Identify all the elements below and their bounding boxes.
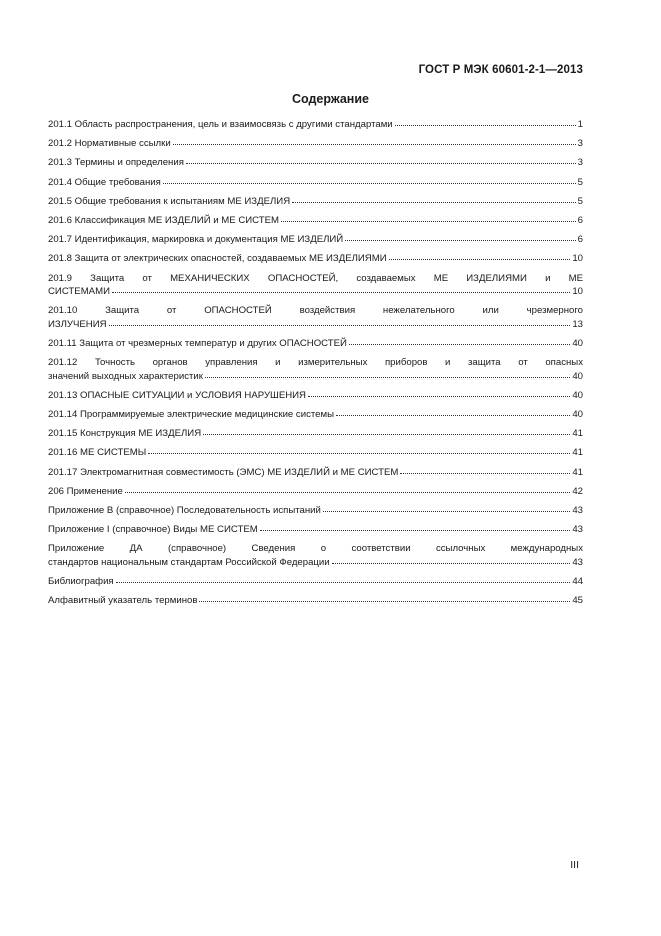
toc-entry-page: 43 xyxy=(572,556,583,568)
table-of-contents xyxy=(48,118,583,613)
dot-leader xyxy=(109,325,571,326)
toc-title: Содержание xyxy=(291,92,369,106)
toc-entry-title: Приложение В (справочное) Последовательность испытаний xyxy=(48,504,321,516)
dot-leader xyxy=(345,240,575,241)
toc-entry-title: 201.6 Классификация МЕ ИЗДЕЛИЙ и МЕ СИСТЕМ xyxy=(48,214,280,226)
toc-entry-title: 201.3 Термины и определения xyxy=(48,157,184,169)
toc-entry[interactable] xyxy=(48,304,583,331)
toc-entry-title: 201.16 МЕ СИСТЕМЫ xyxy=(48,447,147,459)
toc-entry-page: 45 xyxy=(572,595,583,607)
dot-leader xyxy=(336,415,570,416)
dot-leader xyxy=(112,292,570,293)
toc-entry-title: 201.4 Общие требования xyxy=(48,176,161,188)
toc-entry-title: 201.7 Идентификация, маркировка и документация МЕ ИЗДЕЛИЙ xyxy=(48,234,344,246)
dot-leader xyxy=(199,601,570,602)
toc-entry-page: 10 xyxy=(572,286,583,297)
toc-entry-page: 40 xyxy=(572,408,583,420)
toc-entry-page: 41 xyxy=(572,447,583,459)
toc-entry-page: 5 xyxy=(577,176,583,188)
toc-entry[interactable] xyxy=(48,446,583,460)
toc-entry[interactable] xyxy=(48,337,583,351)
toc-entry[interactable] xyxy=(48,594,583,608)
toc-entry[interactable] xyxy=(48,575,583,589)
dot-leader xyxy=(116,582,571,583)
toc-entry-title: 201.11 Защита от чрезмерных температур и других ОПАСНОСТЕЙ xyxy=(48,337,347,349)
toc-entry-page: 13 xyxy=(572,318,583,330)
dot-leader xyxy=(163,183,576,184)
toc-entry-page: 10 xyxy=(572,253,583,265)
toc-entry-title: СИСТЕМАМИ xyxy=(48,286,110,297)
dot-leader xyxy=(203,434,570,435)
toc-entry[interactable] xyxy=(48,252,583,266)
toc-entry[interactable] xyxy=(48,466,583,480)
dot-leader xyxy=(148,453,570,454)
toc-entry-page: 41 xyxy=(572,466,583,478)
page-number: III xyxy=(570,859,579,871)
toc-entry-title: 201.8 Защита от электрических опасностей, создаваемых МЕ ИЗДЕЛИЯМИ xyxy=(48,253,387,265)
toc-entry-page: 42 xyxy=(572,485,583,497)
toc-entry-title: значений выходных характеристик xyxy=(48,370,203,382)
toc-entry[interactable] xyxy=(48,156,583,170)
toc-entry-title: 201.5 Общие требования к испытаниям МЕ ИЗДЕЛИЯ xyxy=(48,195,291,207)
dot-leader xyxy=(389,259,571,260)
toc-entry[interactable] xyxy=(48,523,583,537)
dot-leader xyxy=(205,377,570,378)
toc-entry-title: Алфавитный указатель терминов xyxy=(48,595,198,607)
toc-entry[interactable] xyxy=(48,485,583,499)
dot-leader xyxy=(349,344,570,345)
toc-entry[interactable] xyxy=(48,408,583,422)
toc-entry[interactable] xyxy=(48,504,583,518)
dot-leader xyxy=(332,563,571,564)
document-code: ГОСТ Р МЭК 60601-2-1—2013 xyxy=(418,64,583,76)
toc-entry-title: стандартов национальным стандартам Российской Федерации xyxy=(48,556,330,568)
dot-leader xyxy=(186,163,576,164)
toc-entry-title-line1: Приложение ДА (справочное) Сведения о соответствии ссылочных международных xyxy=(48,543,583,555)
toc-entry[interactable] xyxy=(48,233,583,247)
toc-entry-page: 1 xyxy=(577,119,583,130)
toc-entry-title: 201.17 Электромагнитная совместимость (ЭМС) МЕ ИЗДЕЛИЙ и МЕ СИСТЕМ xyxy=(48,466,399,478)
toc-entry-title-line1: 201.12 Точность органов управления и измерительных приборов и защита от опасных xyxy=(48,357,583,369)
toc-entry-page: 43 xyxy=(572,524,583,536)
toc-entry-page: 43 xyxy=(572,504,583,516)
toc-entry-page: 5 xyxy=(577,195,583,207)
dot-leader xyxy=(308,396,570,397)
toc-entry-title: 201.2 Нормативные ссылки xyxy=(48,138,171,150)
toc-entry-page: 40 xyxy=(572,389,583,401)
toc-entry-page: 40 xyxy=(572,337,583,349)
toc-entry-page: 6 xyxy=(577,234,583,246)
toc-entry-page: 41 xyxy=(572,428,583,440)
toc-entry-title: ИЗЛУЧЕНИЯ xyxy=(48,318,107,330)
toc-entry[interactable] xyxy=(48,542,583,569)
toc-entry[interactable] xyxy=(48,427,583,441)
toc-entry-title: 201.13 ОПАСНЫЕ СИТУАЦИИ и УСЛОВИЯ НАРУШЕНИЯ xyxy=(48,389,306,401)
toc-entry-page: 44 xyxy=(572,575,583,587)
toc-entry[interactable] xyxy=(48,176,583,190)
toc-entry-title: 201.14 Программируемые электрические медицинские системы xyxy=(48,408,334,420)
dot-leader xyxy=(395,125,576,126)
dot-leader xyxy=(281,221,576,222)
toc-entry-title: 206 Применение xyxy=(48,485,123,497)
dot-leader xyxy=(125,492,571,493)
toc-entry-title-line1: 201.10 Защита от ОПАСНОСТЕЙ воздействия нежелательного или чрезмерного xyxy=(48,305,583,317)
toc-entry-title: 201.15 Конструкция МЕ ИЗДЕЛИЯ xyxy=(48,428,202,440)
toc-entry[interactable] xyxy=(48,389,583,403)
toc-entry-title-line1: 201.9 Защита от МЕХАНИЧЕСКИХ ОПАСНОСТЕЙ, создаваемых МЕ ИЗДЕЛИЯМИ и МЕ xyxy=(48,272,583,284)
toc-entry-page: 3 xyxy=(577,157,583,169)
toc-entry[interactable] xyxy=(48,214,583,228)
toc-entry-page: 6 xyxy=(577,214,583,226)
toc-entry-title: Библиография xyxy=(48,575,114,587)
toc-entry[interactable] xyxy=(48,356,583,383)
toc-entry-title: 201.1 Область распространения, цель и взаимосвязь с другими стандартами xyxy=(48,119,393,130)
dot-leader xyxy=(260,530,571,531)
dot-leader xyxy=(173,144,576,145)
toc-entry-page: 40 xyxy=(572,370,583,382)
toc-entry[interactable] xyxy=(48,272,583,299)
toc-entry[interactable] xyxy=(48,118,583,132)
toc-entry-page: 3 xyxy=(577,138,583,150)
toc-entry-title: Приложение I (справочное) Виды МЕ СИСТЕМ xyxy=(48,524,258,536)
dot-leader xyxy=(292,202,576,203)
dot-leader xyxy=(400,473,570,474)
toc-entry[interactable] xyxy=(48,195,583,209)
dot-leader xyxy=(323,511,570,512)
toc-entry[interactable] xyxy=(48,137,583,151)
